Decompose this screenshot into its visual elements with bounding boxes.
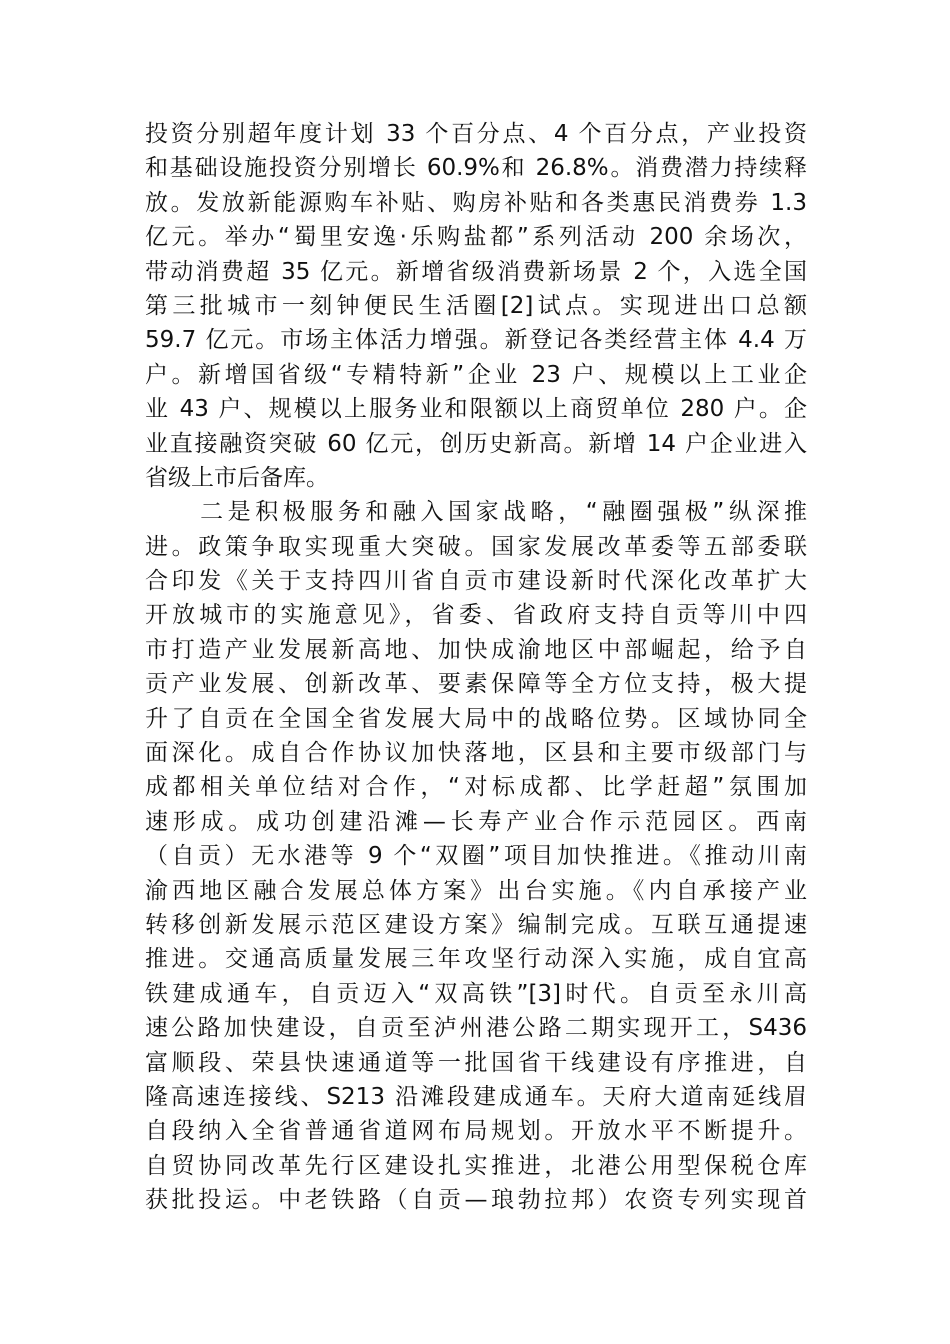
text-line: 升了自贡在全国全省发展大局中的战略位势。区域协同全 — [145, 705, 807, 732]
text-line: （自贡）无水港等 9 个“双圈”项目加快推进。《推动川南 — [145, 843, 807, 870]
text-line: 业直接融资突破 60 亿元，创历史新高。新增 14 户企业进入 — [145, 430, 807, 457]
text-line: 第三批城市一刻钟便民生活圈[2]试点。实现进出口总额 — [145, 292, 807, 319]
text-line: 铁建成通车，自贡迈入“双高铁”[3]时代。自贡至永川高 — [145, 980, 807, 1007]
text-line: 速形成。成功创建沿滩—长寿产业合作示范园区。西南 — [145, 808, 807, 835]
text-line: 开放城市的实施意见》，省委、省政府支持自贡等川中四 — [145, 602, 807, 629]
text-line: 和基础设施投资分别增长 60.9%和 26.8%。消费潜力持续释 — [145, 155, 807, 182]
text-line: 业 43 户、规模以上服务业和限额以上商贸单位 280 户。企 — [145, 396, 807, 423]
text-line: 亿元。举办“蜀里安逸·乐购盐都”系列活动 200 余场次， — [145, 224, 807, 251]
text-line: 贡产业发展、创新改革、要素保障等全方位支持，极大提 — [145, 671, 807, 698]
text-line: 省级上市后备库。 — [145, 464, 329, 491]
text-line: 转移创新发展示范区建设方案》编制完成。互联互通提速 — [145, 911, 807, 938]
text-line: 市打造产业发展新高地、加快成渝地区中部崛起，给予自 — [145, 636, 807, 663]
text-line: 速公路加快建设，自贡至泸州港公路二期实现开工，S436 — [145, 1015, 807, 1042]
text-line: 自段纳入全省普通省道网布局规划。开放水平不断提升。 — [145, 1118, 807, 1145]
text-line: 获批投运。中老铁路（自贡—琅勃拉邦）农资专列实现首 — [145, 1187, 807, 1214]
text-line: 隆高速连接线、S213 沿滩段建成通车。天府大道南延线眉 — [145, 1083, 807, 1110]
text-line: 放。发放新能源购车补贴、购房补贴和各类惠民消费券 1.3 — [145, 189, 807, 216]
text-line: 带动消费超 35 亿元。新增省级消费新场景 2 个，入选全国 — [145, 258, 807, 285]
text-line: 投资分别超年度计划 33 个百分点、4 个百分点，产业投资 — [145, 121, 807, 147]
text-line: 渝西地区融合发展总体方案》出台实施。《内自承接产业 — [145, 877, 807, 904]
text-line: 户。新增国省级“专精特新”企业 23 户、规模以上工业企 — [145, 361, 807, 388]
text-line: 进。政策争取实现重大突破。国家发展改革委等五部委联 — [145, 533, 807, 560]
text-line: 富顺段、荣县快速通道等一批国省干线建设有序推进，自 — [145, 1049, 807, 1076]
text-line: 自贸协同改革先行区建设扎实推进，北港公用型保税仓库 — [145, 1152, 807, 1179]
text-line: 成都相关单位结对合作，“对标成都、比学赶超”氛围加 — [145, 774, 807, 801]
text-line: 面深化。成自合作协议加快落地，区县和主要市级部门与 — [145, 740, 807, 767]
text-line: 合印发《关于支持四川省自贡市建设新时代深化改革扩大 — [145, 568, 807, 595]
text-line: 二是积极服务和融入国家战略，“融圈强极”纵深推 — [145, 499, 807, 526]
body-text — [145, 117, 807, 1218]
text-line: 推进。交通高质量发展三年攻坚行动深入实施，成自宜高 — [145, 946, 807, 973]
text-line: 59.7 亿元。市场主体活力增强。新登记各类经营主体 4.4 万 — [145, 327, 807, 354]
